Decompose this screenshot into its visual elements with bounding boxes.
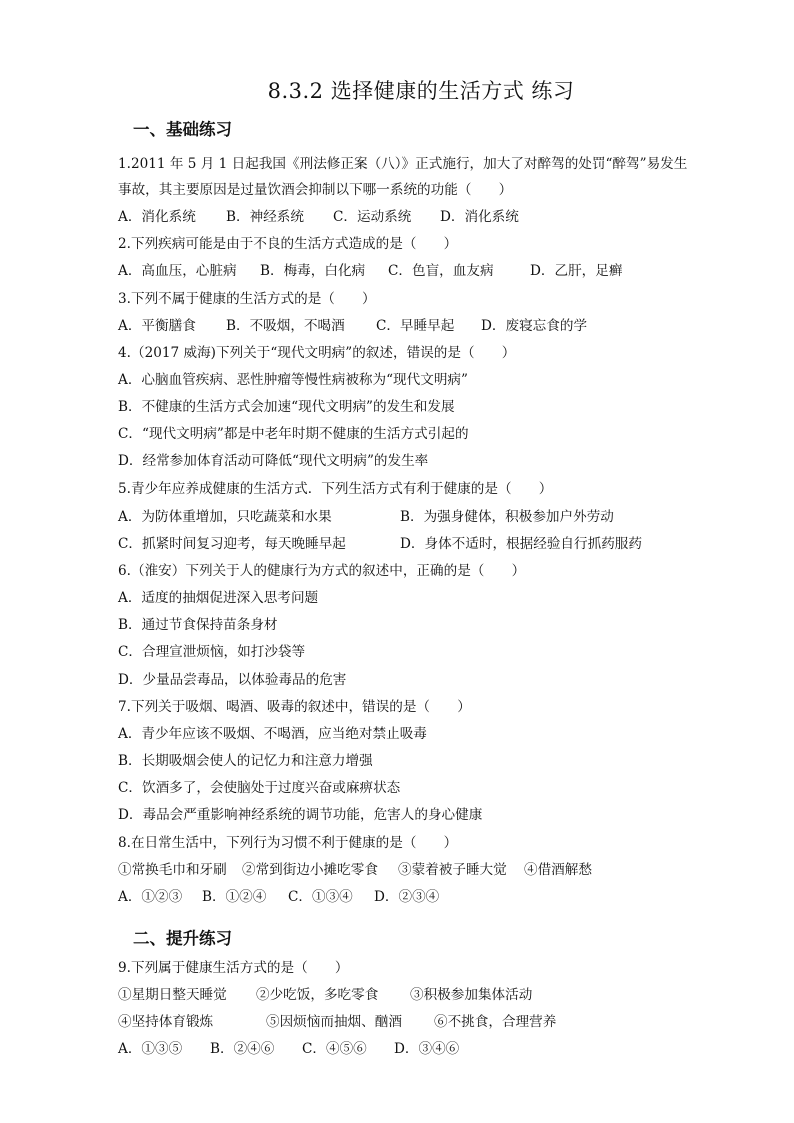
option-c: C．④⑤⑥ (302, 1041, 367, 1057)
option-c: C．色盲，血友病 (388, 263, 494, 279)
question-7-option-b: B．长期吸烟会使人的记忆力和注意力增强 (118, 753, 373, 769)
section-heading-advanced: 二、提升练习 (133, 929, 232, 948)
page-title: 8.3.2 选择健康的生活方式 练习 (267, 79, 575, 103)
section-heading-basic: 一、基础练习 (133, 120, 232, 139)
question-6-option-c: C．合理宣泄烦恼，如打沙袋等 (118, 644, 306, 660)
item-4: ④坚持体育锻炼 (118, 1014, 214, 1030)
item-5: ⑤因烦恼而抽烟、酗酒 (266, 1014, 402, 1030)
question-7-option-c: C．饮酒多了，会使脑处于过度兴奋或麻痹状态 (118, 780, 401, 796)
option-a: A．高血压，心脏病 (118, 263, 237, 279)
option-d: D．消化系统 (440, 209, 519, 225)
option-d: D．乙肝，足癣 (530, 263, 623, 279)
question-4-option-a: A．心脑血管疾病、恶性肿瘤等慢性病被称为“现代文明病” (118, 372, 468, 388)
question-1-stem-line1: 1.2011 年 5 月 1 日起我国《刑法修正案（八）》正式施行，加大了对醉驾的处罚“醉驾”易发生 (118, 156, 688, 172)
question-4-stem: 4.（2017 威海)下列关于“现代文明病”的叙述，错误的是（ ） (118, 345, 516, 361)
item-2: ②少吃饭，多吃零食 (256, 987, 379, 1003)
option-b: B．梅毒，白化病 (260, 263, 366, 279)
question-7-stem: 7.下列关于吸烟、喝酒、吸毒的叙述中，错误的是（ ） (118, 699, 471, 715)
option-c: C．早睡早起 (376, 318, 455, 334)
question-4-option-d: D．经常参加体育活动可降低“现代文明病”的发生率 (118, 453, 429, 469)
option-a: A．消化系统 (118, 209, 196, 225)
option-b: B．①②④ (202, 889, 267, 905)
question-6-stem: 6.（淮安）下列关于人的健康行为方式的叙述中，正确的是（ ） (118, 563, 526, 579)
question-6-option-d: D．少量品尝毒品，以体验毒品的危害 (118, 672, 347, 688)
option-a: A．①②③ (118, 889, 183, 905)
option-d: D．②③④ (374, 889, 440, 905)
item-6: ⑥不挑食，合理营养 (434, 1014, 557, 1030)
item-2: ②常到街边小摊吃零食 (242, 862, 378, 878)
option-c: C．运动系统 (333, 209, 412, 225)
option-a: A．①③⑤ (118, 1041, 183, 1057)
item-4: ④借酒解愁 (524, 862, 592, 878)
question-1-stem-line2: 事故，其主要原因是过量饮酒会抑制以下哪一系统的功能（ ） (118, 182, 513, 198)
item-3: ③蒙着被子睡大觉 (398, 862, 507, 878)
item-3: ③积极参加集体活动 (410, 987, 533, 1003)
question-9-stem: 9.下列属于健康生活方式的是（ ） (118, 960, 349, 976)
question-4-option-c: C．“现代文明病”都是中老年时期不健康的生活方式引起的 (118, 426, 469, 442)
option-b: B．不吸烟，不喝酒 (226, 318, 345, 334)
option-b: B．神经系统 (226, 209, 304, 225)
option-c: C．抓紧时间复习迎考，每天晚睡早起 (118, 536, 346, 552)
question-8-stem: 8.在日常生活中，下列行为习惯不利于健康的是（ ） (118, 835, 458, 851)
option-a: A．为防体重增加，只吃蔬菜和水果 (118, 509, 332, 525)
question-5-stem: 5.青少年应养成健康的生活方式．下列生活方式有利于健康的是（ ） (118, 481, 553, 497)
item-1: ①星期日整天睡觉 (118, 987, 227, 1003)
question-6-option-b: B．通过节食保持苗条身材 (118, 617, 278, 633)
question-3-stem: 3.下列不属于健康的生活方式的是（ ） (118, 291, 376, 307)
question-7-option-d: D．毒品会严重影响神经系统的调节功能，危害人的身心健康 (118, 807, 483, 823)
option-a: A．平衡膳食 (118, 318, 196, 334)
question-7-option-a: A．青少年应该不吸烟、不喝酒，应当绝对禁止吸毒 (118, 726, 427, 742)
option-b: B．②④⑥ (210, 1041, 275, 1057)
question-6-option-a: A．适度的抽烟促进深入思考问题 (118, 590, 319, 606)
item-1: ①常换毛巾和牙刷 (118, 862, 227, 878)
option-b: B．为强身健体，积极参加户外劳动 (400, 509, 614, 525)
option-d: D．身体不适时，根据经验自行抓药服药 (400, 536, 642, 552)
question-2-stem: 2.下列疾病可能是由于不良的生活方式造成的是（ ） (118, 236, 458, 252)
option-d: D．③④⑥ (394, 1041, 460, 1057)
option-d: D．废寝忘食的学 (481, 318, 588, 334)
question-4-option-b: B．不健康的生活方式会加速“现代文明病”的发生和发展 (118, 399, 455, 415)
option-c: C．①③④ (288, 889, 353, 905)
